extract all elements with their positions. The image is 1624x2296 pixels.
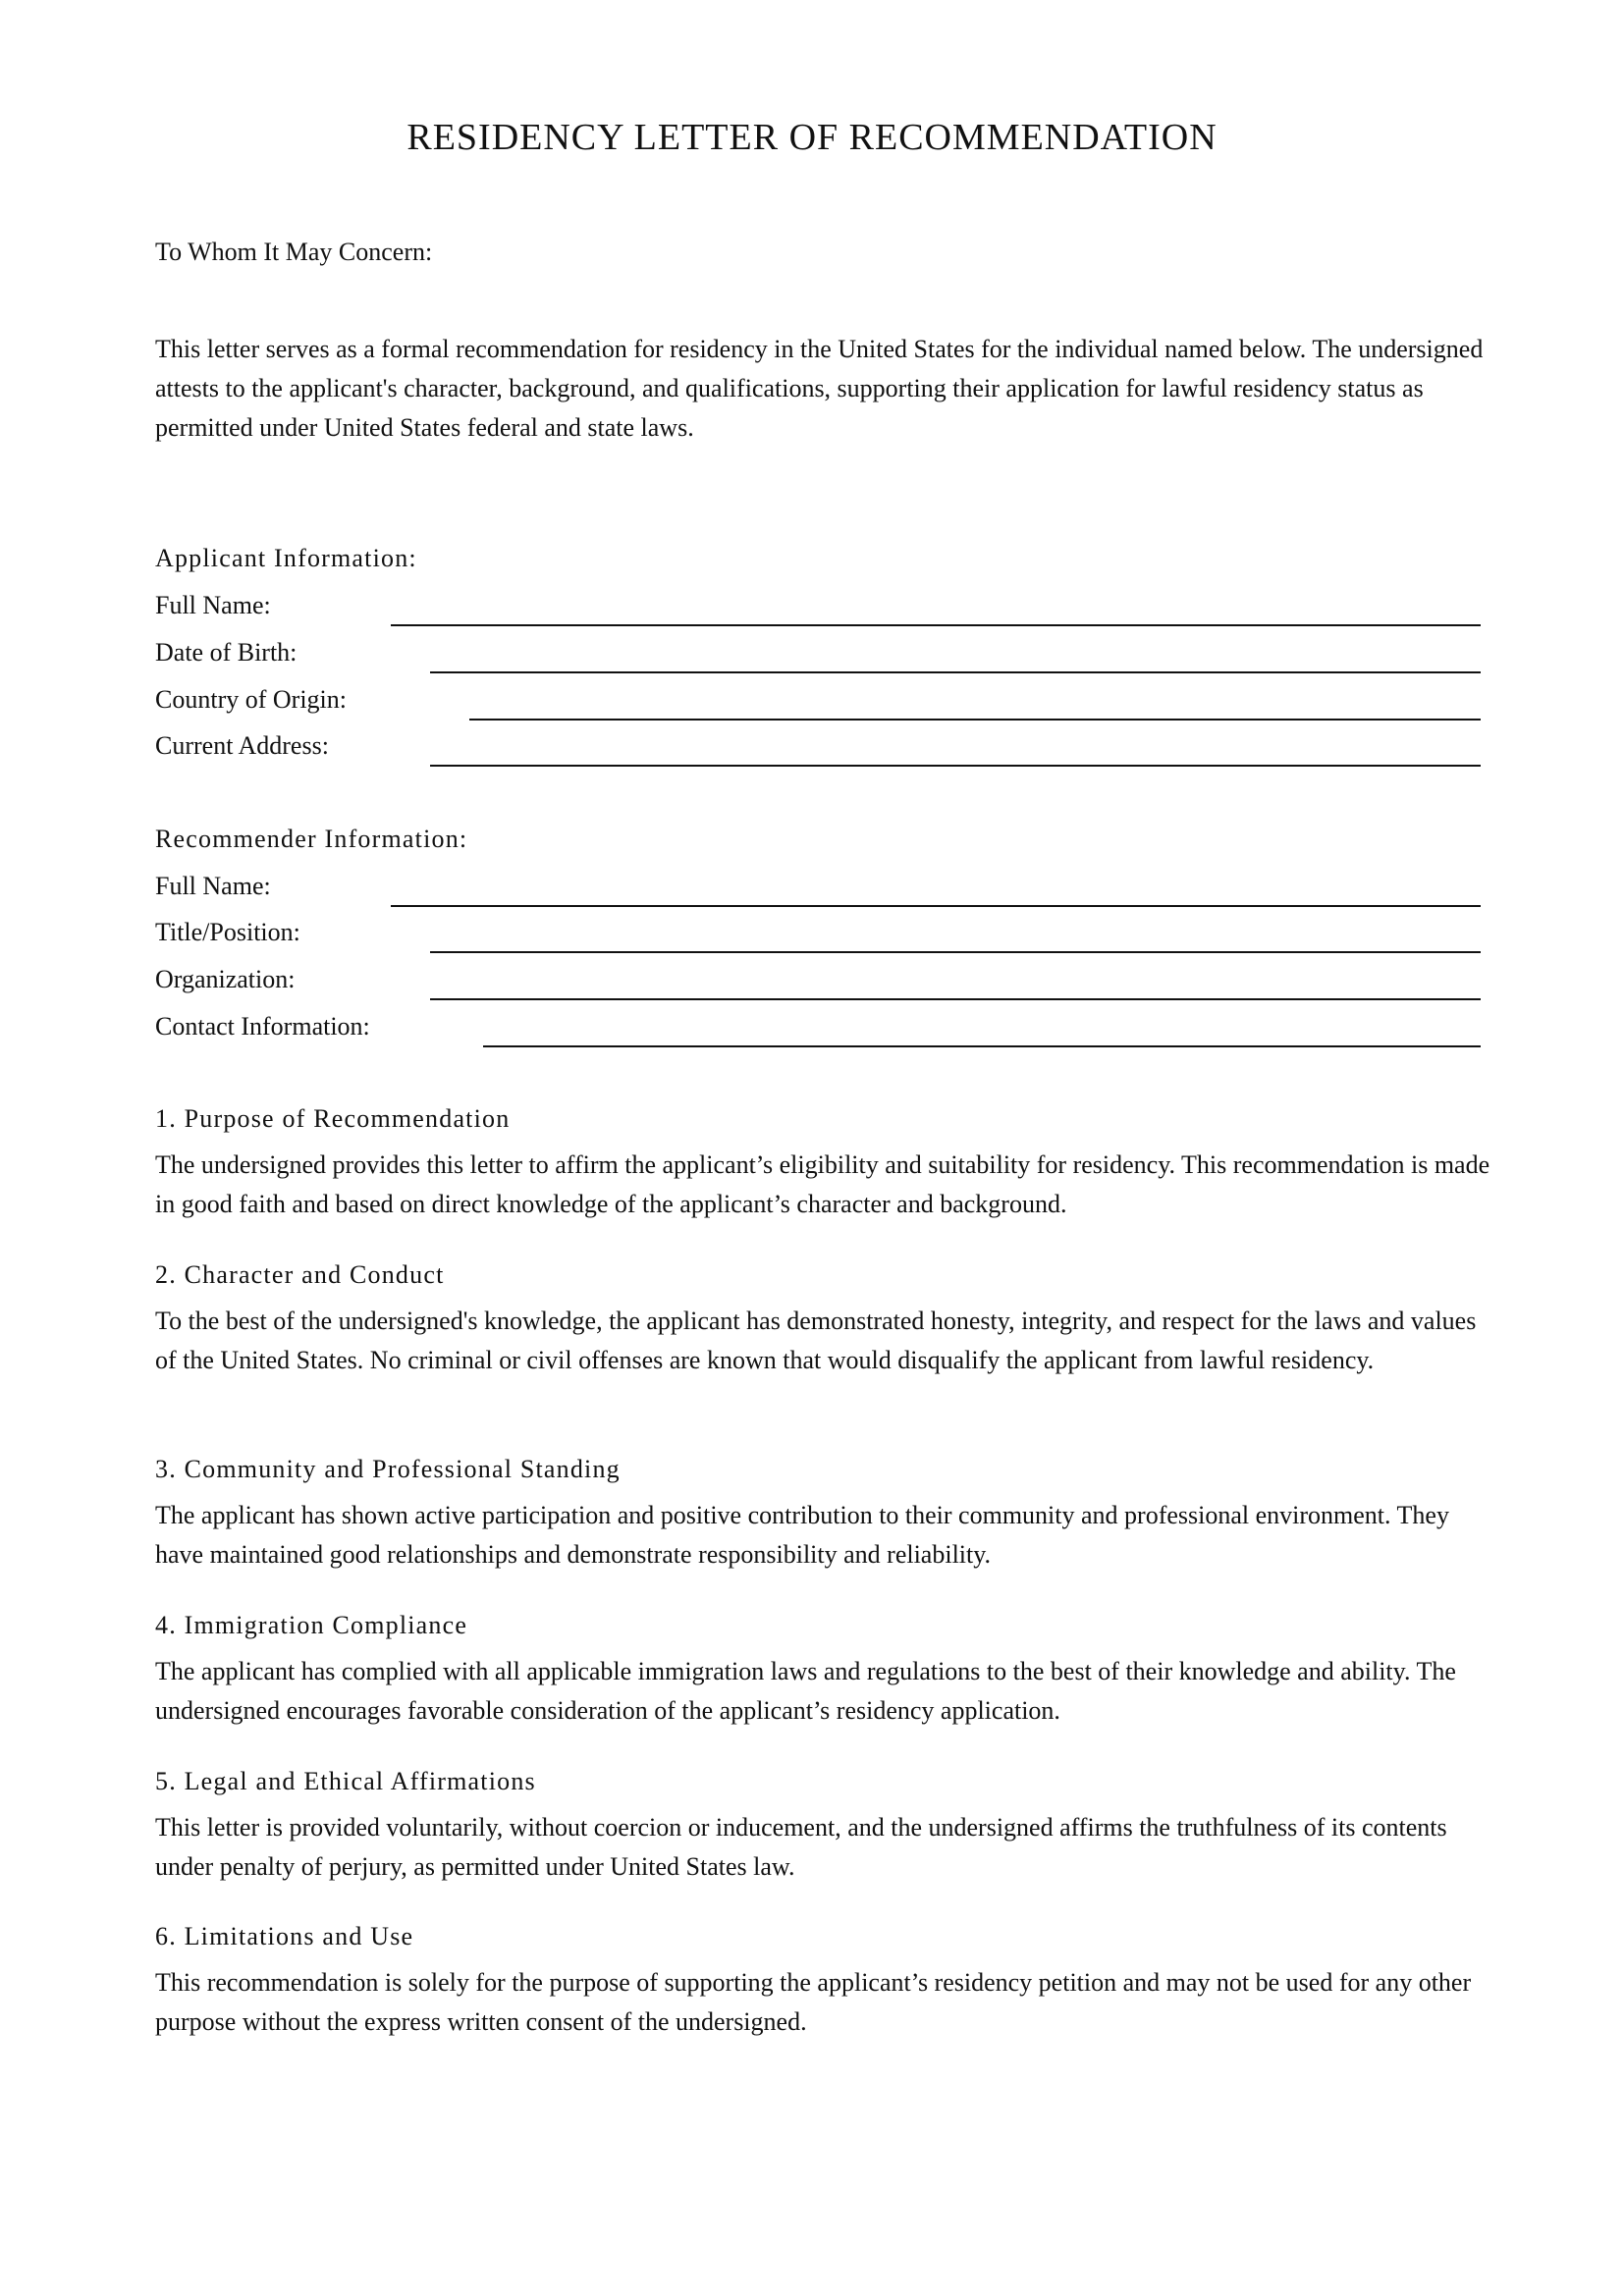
recommender-info-heading: Recommender Information: xyxy=(155,825,468,853)
field-label: Country of Origin: xyxy=(155,685,347,714)
applicant-date-of-birth-field[interactable] xyxy=(430,671,1481,673)
recommender-full-name-field[interactable] xyxy=(391,905,1481,907)
clause-body-character: To the best of the undersigned's knowledge, the applicant has demonstrated honesty, integrity, and respect for the laws and values of the United States. No criminal or civil offenses are known that would disqualify the applicant from lawful residency. xyxy=(155,1307,1477,1374)
field-label: Contact Information: xyxy=(155,1012,370,1041)
field-label: Full Name: xyxy=(155,872,271,900)
intro-paragraph: This letter serves as a formal recommendation for residency in the United States for the individual named below. The undersigned attests to the applicant's character, background, and qualifications, supporting their application for lawful residency status as permitted under United States federal and state laws. xyxy=(155,335,1484,442)
recommender-contact-information-row xyxy=(155,1012,1481,1051)
recommender-organization-row xyxy=(155,965,1481,1004)
greeting: To Whom It May Concern: xyxy=(155,238,433,266)
clause-heading-purpose: 1. Purpose of Recommendation xyxy=(155,1104,511,1133)
clause-body-limitations: This recommendation is solely for the purpose of supporting the applicant’s residency petition and may not be used for any other purpose without the express written consent of the undersigned. xyxy=(155,1968,1472,2036)
recommender-organization-field[interactable] xyxy=(430,998,1481,1000)
applicant-date-of-birth-row xyxy=(155,638,1481,677)
clause-heading-limitations: 6. Limitations and Use xyxy=(155,1922,414,1950)
clause-body-legal: This letter is provided voluntarily, without coercion or inducement, and the undersigned affirms the truthfulness of its contents under penalty of perjury, as permitted under United States law. xyxy=(155,1813,1447,1881)
recommender-contact-information-field[interactable] xyxy=(483,1045,1481,1047)
document-title: RESIDENCY LETTER OF RECOMMENDATION xyxy=(406,117,1218,158)
clause-heading-community: 3. Community and Professional Standing xyxy=(155,1455,621,1483)
clause-heading-immigration: 4. Immigration Compliance xyxy=(155,1611,468,1639)
clause-body-immigration: The applicant has complied with all applicable immigration laws and regulations to the best of their knowledge and ability. The undersigned encourages favorable consideration of the applicant’s residency application. xyxy=(155,1657,1456,1725)
clause-body-community: The applicant has shown active participation and positive contribution to their community and professional environment. They have maintained good relationships and demonstrate responsibility and reliability. xyxy=(155,1501,1449,1569)
applicant-current-address-row xyxy=(155,731,1481,771)
clause-heading-legal: 5. Legal and Ethical Affirmations xyxy=(155,1767,536,1795)
field-label: Full Name: xyxy=(155,591,271,619)
applicant-current-address-field[interactable] xyxy=(430,765,1481,767)
recommender-title-position-field[interactable] xyxy=(430,951,1481,953)
recommender-full-name-row xyxy=(155,872,1481,911)
field-label: Current Address: xyxy=(155,731,329,760)
field-label: Title/Position: xyxy=(155,918,300,946)
applicant-country-of-origin-row xyxy=(155,685,1481,724)
applicant-full-name-field[interactable] xyxy=(391,624,1481,626)
applicant-full-name-row xyxy=(155,591,1481,630)
clause-body-purpose: The undersigned provides this letter to affirm the applicant’s eligibility and suitability for residency. This recommendation is made in good faith and based on direct knowledge of the applicant’s character and background. xyxy=(155,1150,1490,1218)
recommender-title-position-row xyxy=(155,918,1481,957)
applicant-info-heading: Applicant Information: xyxy=(155,544,417,572)
applicant-country-of-origin-field[interactable] xyxy=(469,719,1481,721)
field-label: Date of Birth: xyxy=(155,638,298,667)
field-label: Organization: xyxy=(155,965,296,993)
clause-heading-character: 2. Character and Conduct xyxy=(155,1260,445,1289)
